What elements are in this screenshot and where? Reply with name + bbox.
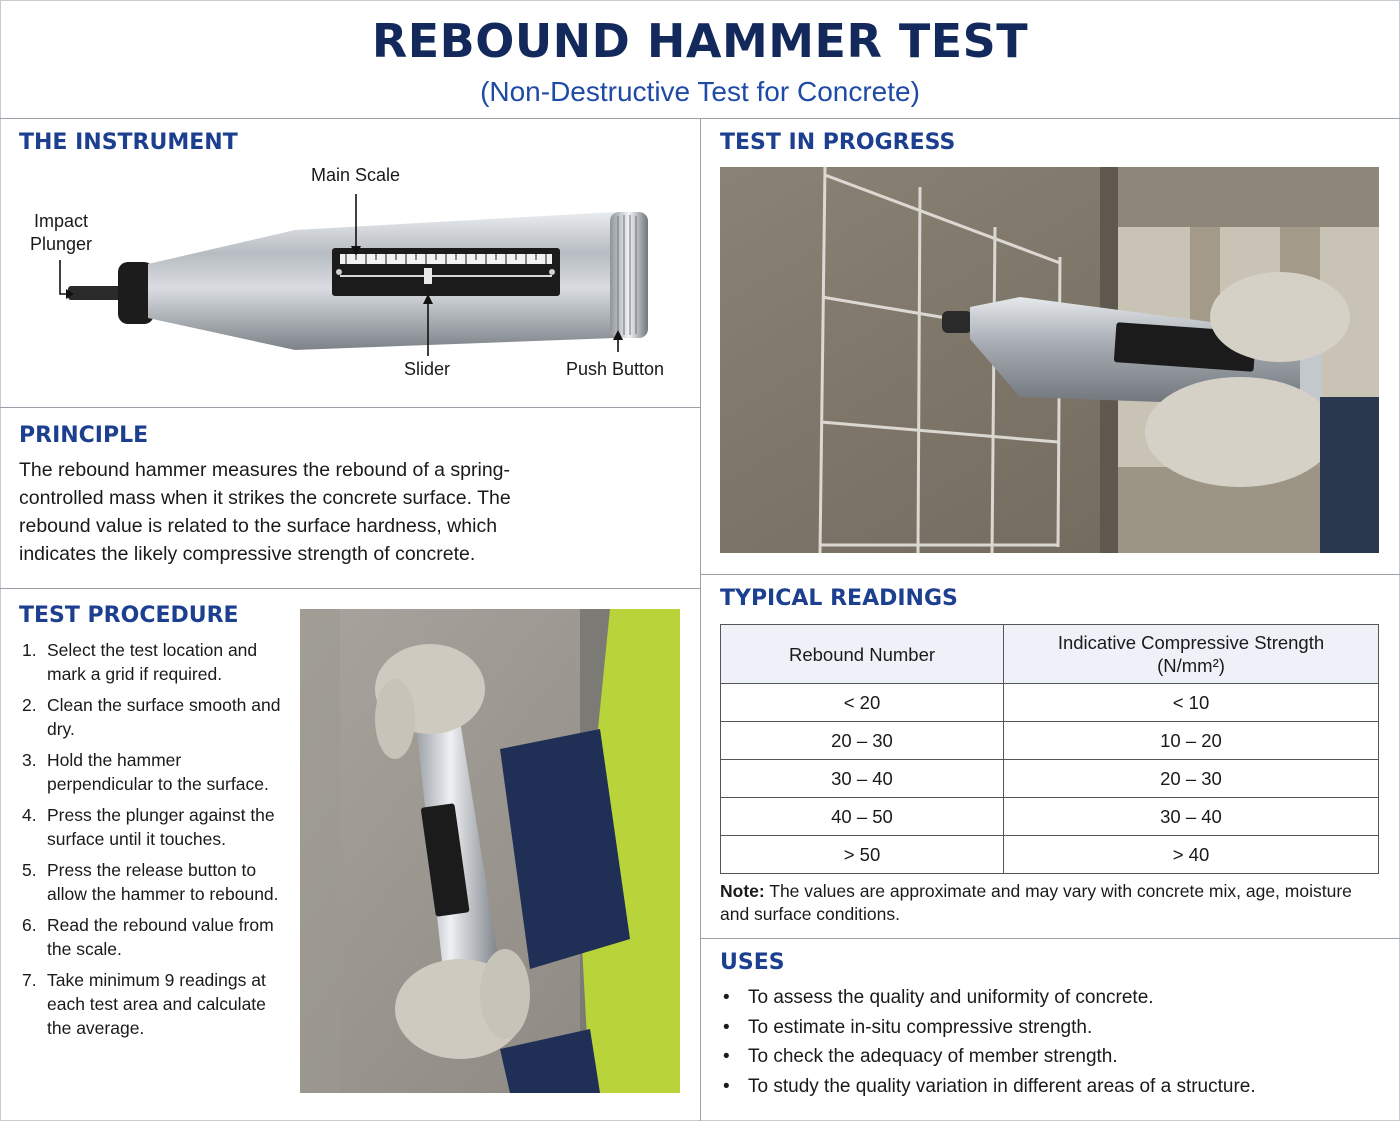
- bullet-icon: •: [723, 1075, 730, 1097]
- readings-table: [720, 624, 1379, 874]
- step-text: Press the plunger against the surface until it touches.: [47, 805, 275, 849]
- uses-heading: USES: [720, 950, 785, 975]
- impact-plunger-label-line2: Plunger: [30, 234, 93, 254]
- step-number: 7.: [22, 970, 37, 990]
- slider-label: Slider: [404, 359, 451, 379]
- readings-note: [720, 880, 1370, 926]
- column-header-rebound: Rebound Number: [721, 625, 1004, 684]
- principle-heading: PRINCIPLE: [19, 423, 149, 448]
- table-row: [721, 836, 1379, 874]
- procedure-step: [19, 748, 289, 796]
- rebound-cell: < 20: [721, 684, 1004, 722]
- table-row: [721, 684, 1379, 722]
- step-number: 1.: [22, 640, 37, 660]
- rebound-cell: > 50: [721, 836, 1004, 874]
- table-row: [721, 798, 1379, 836]
- progress-photo: [720, 167, 1379, 553]
- step-text: Take minimum 9 readings at each test area and calculate the average.: [47, 970, 266, 1038]
- wall-grid-hammer-icon: [720, 167, 1379, 553]
- bullet-icon: •: [723, 1046, 730, 1067]
- step-text: Press the release button to allow the hammer to rebound.: [47, 860, 279, 904]
- page-subtitle: (Non-Destructive Test for Concrete): [480, 76, 920, 107]
- readings-divider: [700, 938, 1400, 939]
- rebound-cell: 40 – 50: [721, 798, 1004, 836]
- main-scale-label: Main Scale: [311, 165, 401, 185]
- instrument-divider: [0, 407, 700, 408]
- strength-cell: < 10: [1004, 684, 1379, 722]
- table-header-row: [721, 625, 1379, 684]
- procedure-photo: [300, 609, 680, 1093]
- readings-heading: TYPICAL READINGS: [720, 586, 958, 611]
- instrument-heading: THE INSTRUMENT: [19, 130, 238, 155]
- procedure-step: [19, 803, 289, 851]
- procedure-step: [19, 638, 289, 686]
- note-text: The values are approximate and may vary with concrete mix, age, moisture and surface conditions.: [720, 881, 1352, 924]
- table-row: [721, 722, 1379, 760]
- column-header-strength-line1: Indicative Compressive Strength: [1057, 632, 1325, 653]
- bullet-icon: •: [723, 987, 730, 1008]
- procedure-step: [19, 858, 289, 906]
- column-header-strength-line2: (N/mm²): [1157, 655, 1225, 676]
- step-text: Read the rebound value from the scale.: [47, 915, 274, 959]
- progress-divider: [700, 574, 1400, 575]
- column-divider: [700, 118, 701, 1121]
- list-item: [720, 1013, 1380, 1043]
- table-row: [721, 760, 1379, 798]
- step-text: Hold the hammer perpendicular to the surface.: [47, 750, 269, 794]
- step-number: 5.: [22, 860, 37, 880]
- step-number: 2.: [22, 695, 37, 715]
- progress-heading: TEST IN PROGRESS: [720, 130, 956, 155]
- strength-cell: 30 – 40: [1004, 798, 1379, 836]
- use-text: To assess the quality and uniformity of concrete.: [748, 987, 1154, 1008]
- column-header-strength: [1004, 625, 1379, 684]
- step-text: Clean the surface smooth and dry.: [47, 695, 281, 739]
- principle-text: The rebound hammer measures the rebound of a spring-controlled mass when it strikes the concrete surface. The rebound value is related to the surface hardness, which indicates the likely compressive strength of concrete.: [19, 459, 511, 565]
- bullet-icon: •: [723, 1016, 730, 1038]
- page-title: REBOUND HAMMER TEST: [371, 14, 1029, 68]
- uses-list: [720, 983, 1380, 1101]
- list-item: [720, 983, 1380, 1013]
- procedure-step: [19, 968, 289, 1040]
- step-text: Select the test location and mark a grid if required.: [47, 640, 258, 684]
- step-number: 4.: [22, 805, 37, 825]
- procedure-steps: [19, 638, 289, 1047]
- procedure-heading: TEST PROCEDURE: [19, 603, 239, 628]
- strength-cell: 10 – 20: [1004, 722, 1379, 760]
- impact-plunger-label-line1: Impact: [34, 211, 89, 231]
- use-text: To study the quality variation in different areas of a structure.: [748, 1075, 1256, 1097]
- note-label: Note:: [720, 881, 765, 901]
- push-button-label: Push Button: [566, 359, 665, 379]
- worker-hammer-icon: [300, 609, 680, 1093]
- principle-divider: [0, 588, 700, 589]
- list-item: [720, 1072, 1380, 1102]
- procedure-step: [19, 693, 289, 741]
- use-text: To check the adequacy of member strength.: [748, 1046, 1118, 1067]
- rebound-cell: 20 – 30: [721, 722, 1004, 760]
- use-text: To estimate in-situ compressive strength.: [748, 1016, 1093, 1038]
- strength-cell: 20 – 30: [1004, 760, 1379, 798]
- step-number: 6.: [22, 915, 37, 935]
- rebound-cell: 30 – 40: [721, 760, 1004, 798]
- list-item: [720, 1042, 1380, 1072]
- step-number: 3.: [22, 750, 37, 770]
- procedure-step: [19, 913, 289, 961]
- strength-cell: > 40: [1004, 836, 1379, 874]
